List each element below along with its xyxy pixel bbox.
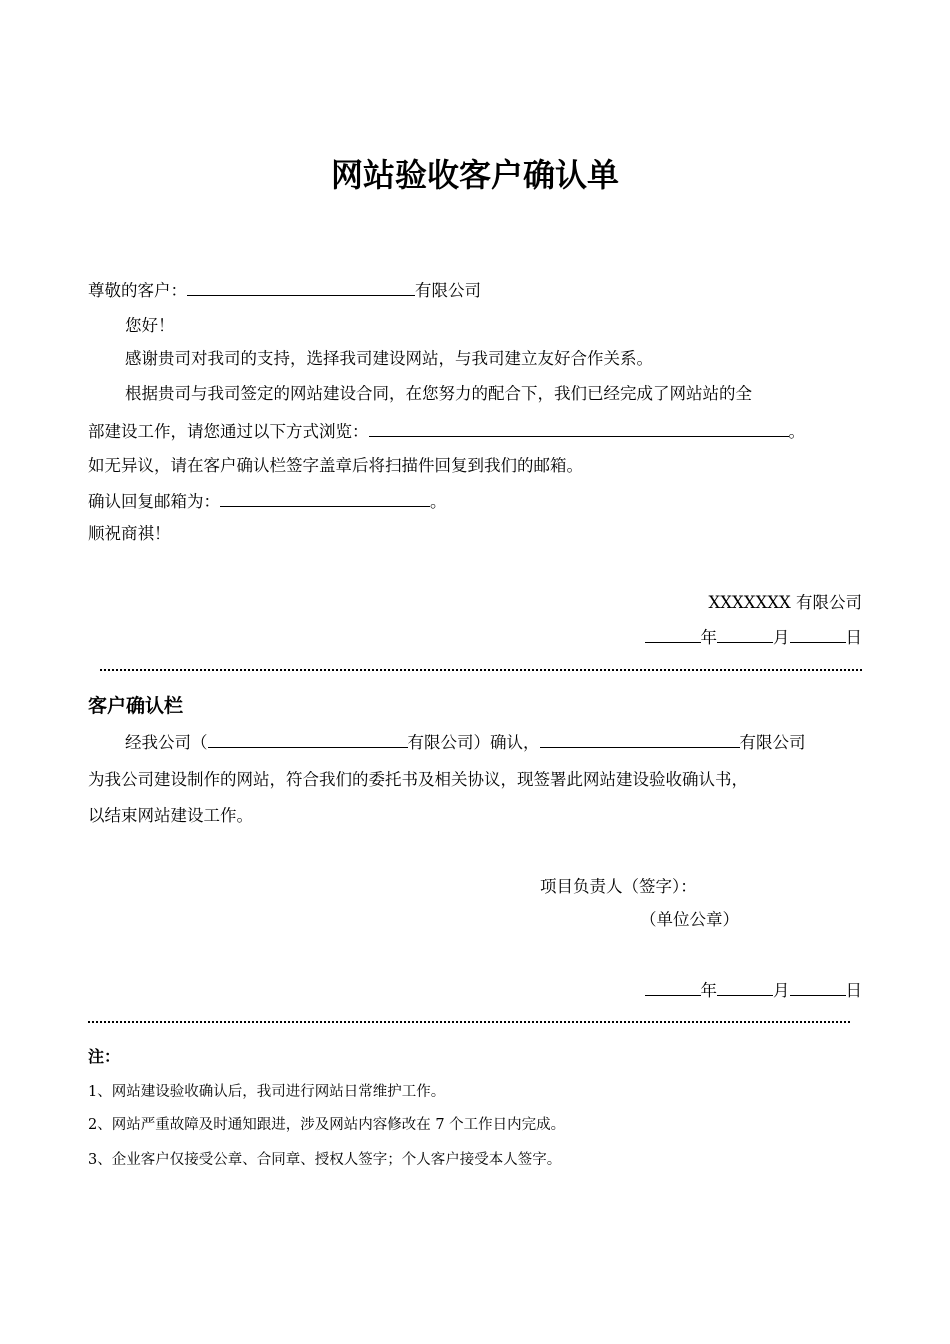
paragraph-line-3: 如无异议，请在客户确认栏签字盖章后将扫描件回复到我们的邮箱。 xyxy=(88,456,583,475)
day-label: 日 xyxy=(845,981,862,1000)
email-suffix: 。 xyxy=(430,492,447,511)
confirm-text-b: 有限公司）确认， xyxy=(407,733,540,752)
email-prefix: 确认回复邮箱为： xyxy=(88,492,220,511)
month-label: 月 xyxy=(773,628,790,647)
thanks-text: 感谢贵司对我司的支持，选择我司建设网站，与我司建立友好合作关系。 xyxy=(125,349,653,368)
dotted-divider xyxy=(100,669,862,671)
email-blank xyxy=(220,489,430,507)
client-company-blank xyxy=(208,730,408,748)
confirm-line-1 xyxy=(125,730,806,755)
day-blank xyxy=(790,978,846,996)
note-item: 1、网站建设验收确认后，我司进行网站日常维护工作。 xyxy=(88,1084,446,1100)
greeting-prefix: 尊敬的客户： xyxy=(88,281,187,300)
confirm-date xyxy=(645,978,863,1003)
browse-suffix: 。 xyxy=(788,422,805,441)
year-blank xyxy=(645,625,701,643)
company-name: XXXXXXX 有限公司 xyxy=(708,593,862,612)
confirm-text-a: 经我公司（ xyxy=(125,733,208,752)
closing-text: 顺祝商祺！ xyxy=(88,524,171,543)
year-blank xyxy=(645,978,701,996)
day-label: 日 xyxy=(845,628,862,647)
seal-label: （单位公章） xyxy=(640,910,739,929)
notes-heading: 注： xyxy=(88,1047,121,1066)
greeting-line xyxy=(88,278,481,303)
dotted-divider xyxy=(88,1021,850,1023)
month-label: 月 xyxy=(773,981,790,1000)
paragraph-line-1: 根据贵司与我司签定的网站建设合同，在您努力的配合下，我们已经完成了网站站的全 xyxy=(125,384,752,403)
note-item: 2、网站严重故障及时通知跟进，涉及网站内容修改在 7 个工作日内完成。 xyxy=(88,1117,566,1133)
day-blank xyxy=(790,625,846,643)
letter-date xyxy=(645,625,863,650)
month-blank xyxy=(717,625,773,643)
confirm-line-2: 为我公司建设制作的网站，符合我们的委托书及相关协议，现签署此网站建设验收确认书， xyxy=(88,770,748,789)
hello-text: 您好！ xyxy=(125,316,175,335)
note-item: 3、企业客户仅接受公章、合同章、授权人签字；个人客户接受本人签字。 xyxy=(88,1152,562,1168)
year-label: 年 xyxy=(700,628,717,647)
builder-company-blank xyxy=(540,730,740,748)
confirm-heading: 客户确认栏 xyxy=(88,695,184,717)
browse-prefix: 部建设工作，请您通过以下方式浏览： xyxy=(88,422,369,441)
email-line xyxy=(88,489,447,514)
year-label: 年 xyxy=(700,981,717,1000)
page-title: 网站验收客户确认单 xyxy=(330,156,619,194)
website-url-blank xyxy=(369,419,789,437)
paragraph-line-2 xyxy=(88,419,805,444)
confirm-line-3: 以结束网站建设工作。 xyxy=(88,806,253,825)
greeting-suffix: 有限公司 xyxy=(415,281,481,300)
signer-label: 项目负责人（签字）： xyxy=(540,877,697,896)
confirm-text-c: 有限公司 xyxy=(739,733,806,752)
month-blank xyxy=(717,978,773,996)
customer-name-blank xyxy=(187,278,415,296)
